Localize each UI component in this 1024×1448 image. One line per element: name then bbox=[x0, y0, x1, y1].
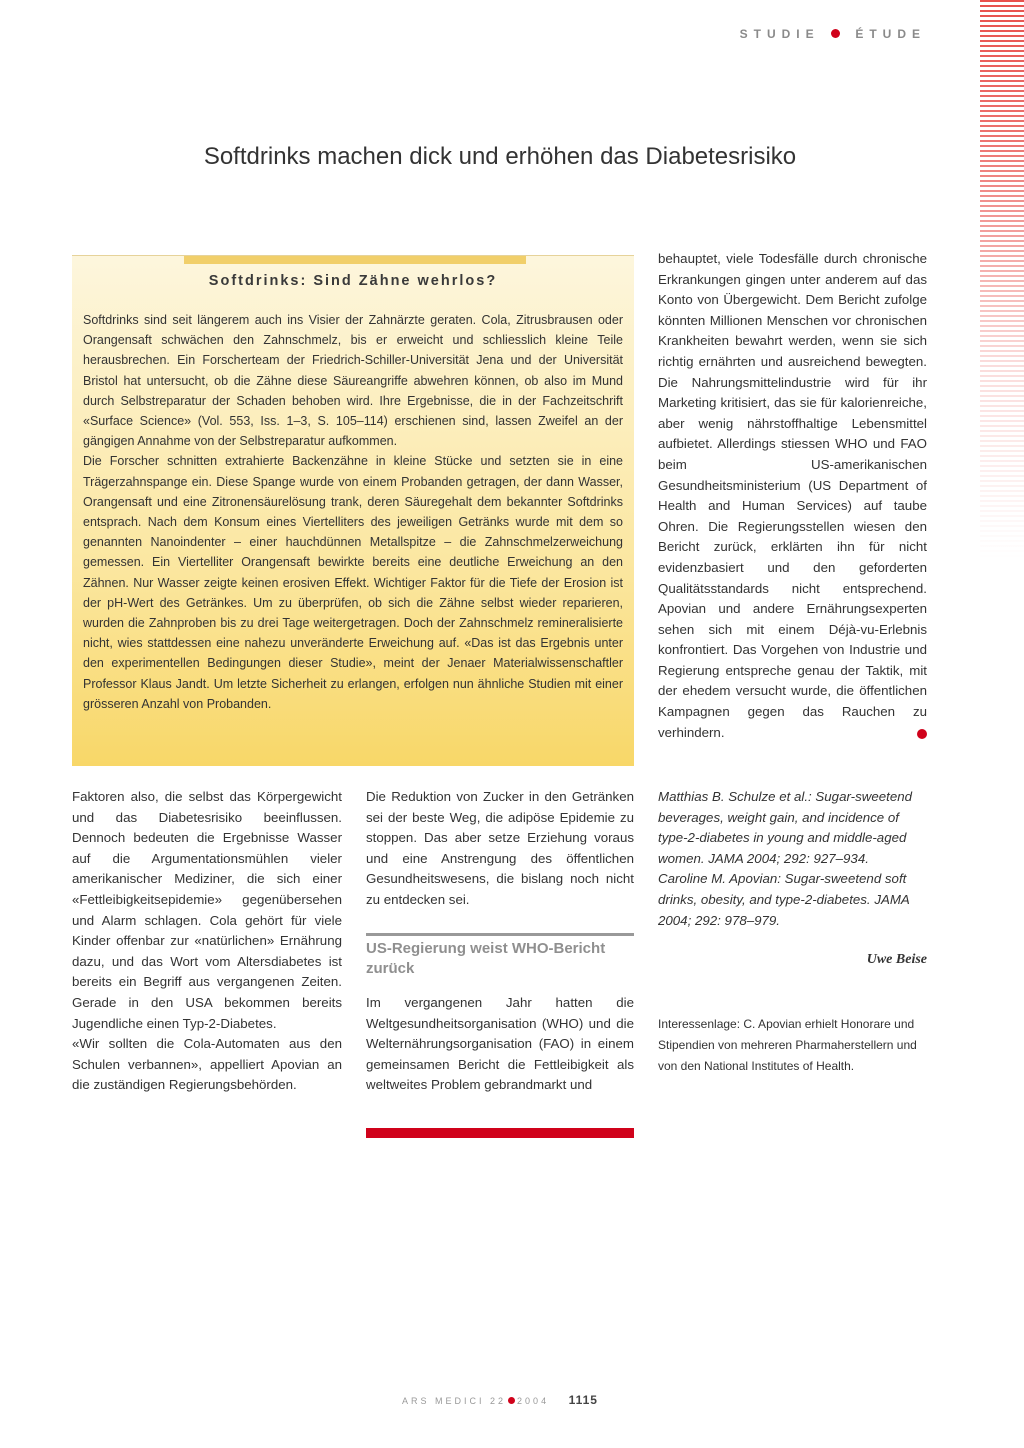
journal-year: 2004 bbox=[517, 1396, 550, 1406]
section-tag-left: STUDIE bbox=[739, 27, 820, 41]
right-column-text: behauptet, viele Todesfälle durch chronische Erkrankungen gingen unter anderem auf das Konto von Übergewicht. Dem Bericht zufolge könnten Millionen Menschen vor chronischen Krankheiten bewahrt werden, wenn sie sich richtig ernährten und ausreichend bewegten. Die Nahrungsmittelindustrie wird für ihr Marketing kritisiert, das sie für kalorienreiche, aber wenig nährstoffhaltige Lebensmittel aufbietet. Allerdings stiessen WHO und FAO beim US-amerikanischen Gesundheitsministerium (US Department of Health and Human Services) auf taube Ohren. Die Regierungsstellen wiesen den Bericht zurück, erklärten ihn für nicht evidenzbasiert und den geforderten Qualitätsstandards nicht entsprechend. Apovian und andere Ernährungsexperten sehen sich mit einem Déjà-vu-Erlebnis konfrontiert. Das Vorgehen von Industrie und Regierung entspreche genau der Taktik, mit der ehedem versucht wurde, die öffentlichen Kampagnen gegen das Rauchen zu verhindern. bbox=[658, 251, 927, 740]
section-tag-right: ÉTUDE bbox=[855, 27, 926, 41]
reference-item: Matthias B. Schulze et al.: Sugar-sweetend beverages, weight gain, and incidence of type-2-diabetes in young and middle-aged women. JAMA 2004; 292: 927–934. bbox=[658, 789, 913, 866]
paragraph: Im vergangenen Jahr hatten die Weltgesundheitsorganisation (WHO) und die Welternährungsorganisation (FAO) in einem gemeinsamen Bericht die Fettleibigkeit als weltweites Problem gebrandmarkt und bbox=[366, 995, 634, 1093]
red-dot-icon bbox=[508, 1397, 515, 1404]
reference-item: Caroline M. Apovian: Sugar-sweetend soft drinks, obesity, and type-2-diabetes. JAMA 2004; 292: 978–979. bbox=[658, 871, 910, 928]
page-number: 1115 bbox=[568, 1393, 598, 1407]
box-paragraph: Softdrinks sind seit längerem auch ins Visier der Zahnärzte geraten. Cola, Zitrusbrausen oder Orangensaft schwächen den Zahnschmelz, bis er erweicht und schliesslich kleine Teile herausbrechen. Ein Forscherteam der Friedrich-Schiller-Universität Jena und der Universität Bristol hat untersucht, ob die Zähne diese Säureangriffe abwehren können, ob also im Mund durch Selbstreparatur der Schaden behoben wird. Ihre Ergebnisse, die in der Fachzeitschrift «Surface Science» (Vol. 553, Iss. 1–3, S. 105–114) erschienen sind, lassen Zweifel an der gängigen Annahme von der Selbstreparatur aufkommen. bbox=[83, 313, 623, 449]
journal-name: ARS MEDICI 22 bbox=[402, 1396, 507, 1406]
red-dot-icon bbox=[831, 29, 840, 38]
box-body bbox=[83, 310, 623, 714]
red-divider bbox=[366, 1128, 634, 1138]
subheading: US-Regierung weist WHO-Bericht zurück bbox=[366, 933, 634, 979]
box-top-bar bbox=[184, 256, 526, 264]
paragraph: «Wir sollten die Cola-Automaten aus den Schulen verbannen», appelliert Apovian an die zuständigen Regierungsbehörden. bbox=[72, 1036, 342, 1093]
right-column-top bbox=[658, 249, 927, 743]
interests-disclosure: Interessenlage: C. Apovian erhielt Honorare und Stipendien von mehreren Pharmaherstellern und von den National Institutes of Health. bbox=[658, 1017, 917, 1073]
references bbox=[658, 787, 927, 931]
paragraph: Faktoren also, die selbst das Körpergewicht und das Diabetesrisiko beeinflussen. Dennoch bedeuten die Ergebnisse Wasser auf die Argumentationsmühlen vieler amerikanischer Mediziner, die sich einer «Fettleibigkeitsepidemie» gegenübersehen und Alarm schlagen. Cola gehört für viele Kinder offenbar zur «natürlichen» Ernährung dazu, und das Wort vom Altersdiabetes ist bereits ein Begriff aus vergangenen Zeiten. Gerade in den USA bekommen bereits Jugendliche einen Typ-2-Diabetes. bbox=[72, 789, 342, 1031]
middle-column bbox=[366, 787, 634, 911]
article-title: Softdrinks machen dick und erhöhen das Diabetesrisiko bbox=[203, 143, 797, 170]
box-paragraph: Die Forscher schnitten extrahierte Backenzähne in kleine Stücke und setzten sie in eine Trägerzahnspange ein. Diese Spange wurde von einem Probanden getragen, der dann Wasser, Orangensaft und eine Zitronensäurelösung trank, deren Säuregehalt dem bekannter Softdrinks entsprach. Nach dem Konsum eines Viertelliters des jeweiligen Getränks wurde mit dem so genannten Nanoindenter – einer hauchdünnen Metallspitze – die Zahnschmelzerweichung gemessen. Ein Viertelliter Orangensaft bewirkte bereits eine deutliche Erweichung an den Zähnen. Nur Wasser zeigte keinen erosiven Effekt. Wichtiger Faktor für die Tiefe der Erosion ist der pH-Wert des Getränkes. Um zu überprüfen, ob sich die Zähne selbst wieder reparieren, wurden die Zahnproben bis zu drei Tage weitergetragen. Doch der Zahnschmelz remineralisierte nicht, wies stattdessen eine nahezu unveränderte Erweichung auf. «Das ist das Ergebnis unter den experimentellen Bedingungen dieser Studie», meint der Jenaer Materialwissenschaftler Professor Klaus Jandt. Um letzte Sicherheit zu erlangen, erfolgen nun ähnliche Studien mit einer grösseren Anzahl von Probanden. bbox=[83, 454, 623, 711]
box-title: Softdrinks: Sind Zähne wehrlos? bbox=[208, 273, 498, 289]
left-column bbox=[72, 787, 342, 1096]
page-footer bbox=[0, 1393, 1000, 1407]
paragraph: Die Reduktion von Zucker in den Getränken sei der beste Weg, die adipöse Epidemie zu stoppen. Das aber setze Erziehung voraus und eine Anstrengung des öffentlichen Gesundheitswesens, die bislang noch nicht zu entdecken sei. bbox=[366, 789, 634, 907]
middle-column-continued bbox=[366, 993, 634, 1096]
end-mark-icon bbox=[917, 729, 927, 739]
stripe-fade bbox=[980, 0, 1024, 560]
author: Uwe Beise bbox=[866, 952, 927, 967]
section-tag bbox=[740, 27, 926, 41]
